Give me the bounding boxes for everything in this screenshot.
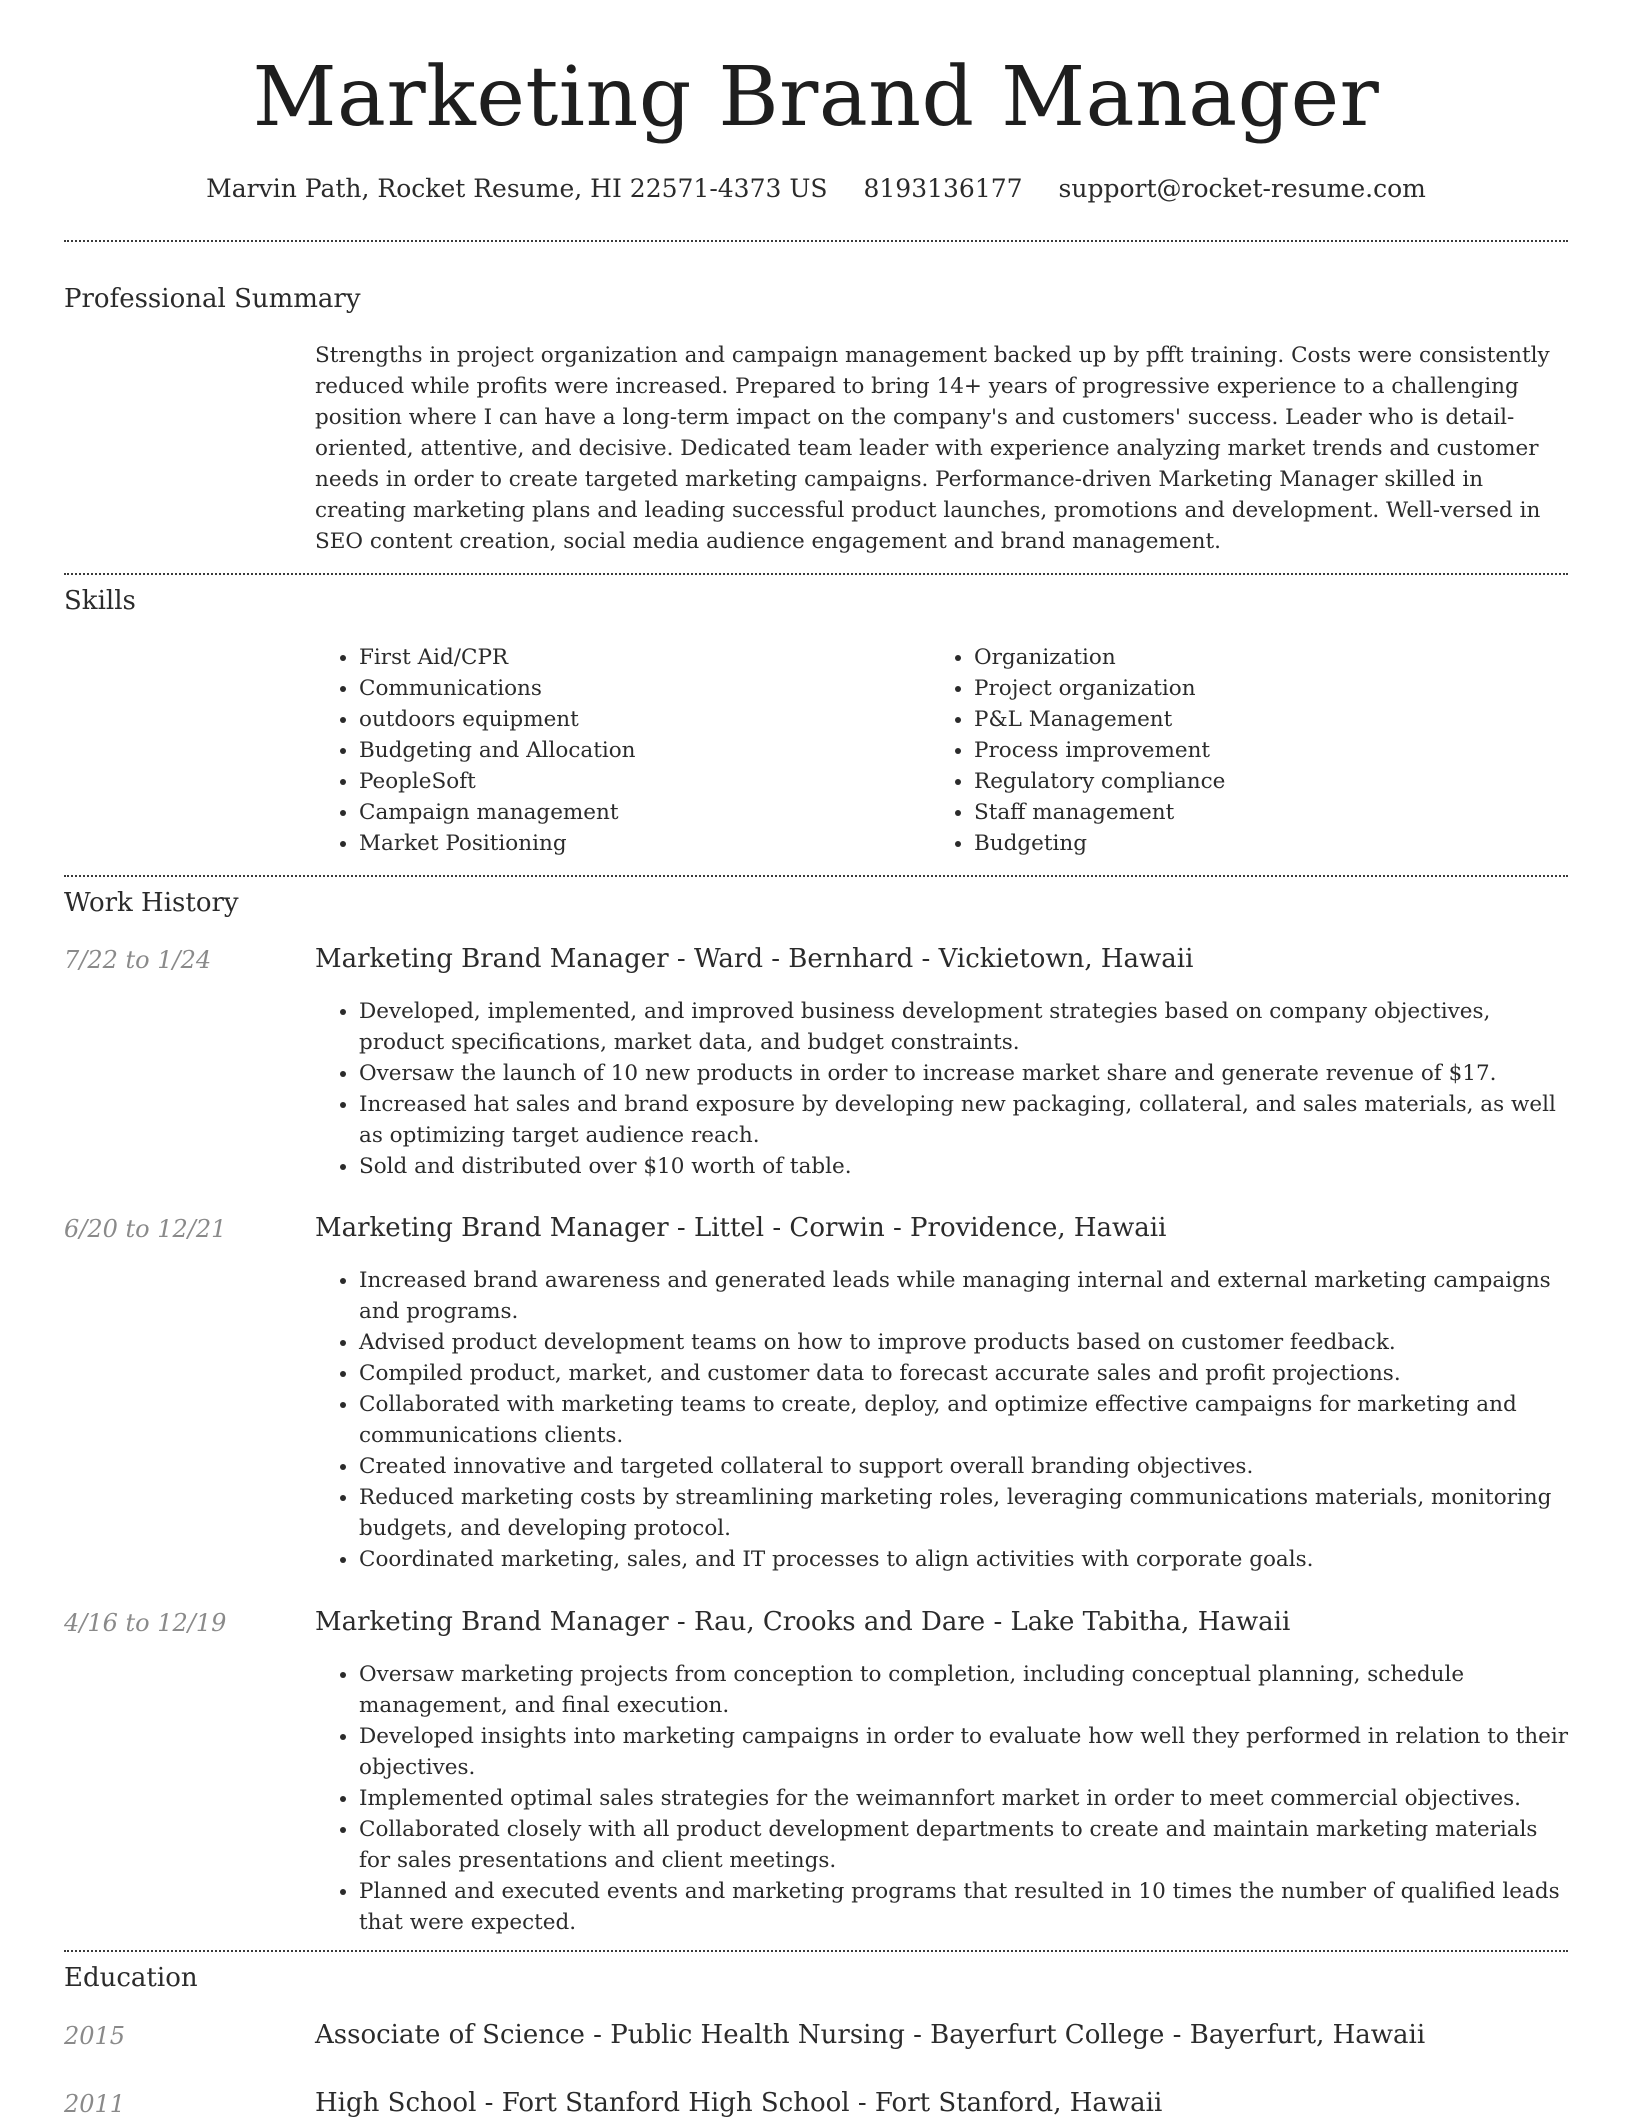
- skill-item: • outdoors equipment: [359, 704, 915, 735]
- skills-column-left: [315, 642, 915, 859]
- skill-item: • Market Positioning: [359, 828, 915, 859]
- job-bullet: • Advised product development teams on how to improve products based on customer feedback.: [359, 1327, 1568, 1358]
- skill-item: • Budgeting: [974, 828, 1530, 859]
- job-dates: 6/20 to 12/21: [64, 1215, 227, 1243]
- education-year: 2011: [64, 2090, 126, 2118]
- job-bullet: • Oversaw marketing projects from conception to completion, including conceptual planning, schedule management, and final execution.: [359, 1659, 1568, 1721]
- skill-item: • PeopleSoft: [359, 766, 915, 797]
- resume-title: Marketing Brand Manager: [252, 50, 1380, 145]
- job-title: Marketing Brand Manager - Ward - Bernhard - Vickietown, Hawaii: [315, 944, 1194, 974]
- skill-item: • Communications: [359, 673, 915, 704]
- skill-item: • Project organization: [974, 673, 1530, 704]
- section-divider: [64, 1950, 1568, 1952]
- job-bullet: • Planned and executed events and marketing programs that resulted in 10 times the number of qualified leads that were expected.: [359, 1876, 1568, 1938]
- job-bullet: • Reduced marketing costs by streamlining marketing roles, leveraging communications materials, monitoring budgets, and developing protocol.: [359, 1482, 1568, 1544]
- section-divider: [64, 240, 1568, 242]
- work-heading: Work History: [64, 888, 239, 918]
- job-title: Marketing Brand Manager - Rau, Crooks and Dare - Lake Tabitha, Hawaii: [315, 1607, 1291, 1637]
- contact-email: support@rocket-resume.com: [1058, 174, 1426, 203]
- skills-column-right: [930, 642, 1530, 859]
- skill-item: • First Aid/CPR: [359, 642, 915, 673]
- skills-heading: Skills: [64, 586, 136, 616]
- skill-item: • Regulatory compliance: [974, 766, 1530, 797]
- section-divider: [64, 573, 1568, 575]
- skill-item: • Organization: [974, 642, 1530, 673]
- education-year: 2015: [64, 2022, 126, 2050]
- job-title: Marketing Brand Manager - Littel - Corwin - Providence, Hawaii: [315, 1213, 1167, 1243]
- job-dates: 4/16 to 12/19: [64, 1609, 227, 1637]
- skill-item: • Budgeting and Allocation: [359, 735, 915, 766]
- job-bullets: [315, 1659, 1568, 1938]
- job-bullets: [315, 996, 1568, 1182]
- skill-item: • P&L Management: [974, 704, 1530, 735]
- job-bullet: • Collaborated with marketing teams to create, deploy, and optimize effective campaigns for marketing and communications clients.: [359, 1389, 1568, 1451]
- contact-phone: 8193136177: [863, 174, 1023, 203]
- skill-item: • Process improvement: [974, 735, 1530, 766]
- skill-item: • Staff management: [974, 797, 1530, 828]
- education-title: High School - Fort Stanford High School - Fort Stanford, Hawaii: [315, 2088, 1163, 2118]
- job-bullet: • Sold and distributed over $10 worth of table.: [359, 1151, 1568, 1182]
- job-bullet: • Collaborated closely with all product development departments to create and maintain marketing materials for sales presentations and client meetings.: [359, 1814, 1568, 1876]
- job-bullet: • Oversaw the launch of 10 new products in order to increase market share and generate revenue of $17.: [359, 1058, 1568, 1089]
- summary-text: Strengths in project organization and campaign management backed up by pfft training. Costs were consistently reduced while profits were increased. Prepared to bring 14+ years of progressive experience to a challenging position where I can have a long-term impact on the company's and customers' success. Leader who is detail-oriented, attentive, and decisive. Dedicated team leader with experience analyzing market trends and customer needs in order to create targeted marketing campaigns. Performance-driven Marketing Manager skilled in creating marketing plans and leading successful product launches, promotions and development. Well-versed in SEO content creation, social media audience engagement and brand management.: [315, 343, 1550, 554]
- job-bullet: • Created innovative and targeted collateral to support overall branding objectives.: [359, 1451, 1568, 1482]
- job-bullet: • Implemented optimal sales strategies for the weimannfort market in order to meet commercial objectives.: [359, 1783, 1568, 1814]
- job-bullet: • Coordinated marketing, sales, and IT processes to align activities with corporate goals.: [359, 1544, 1568, 1575]
- job-bullet: • Compiled product, market, and customer data to forecast accurate sales and profit projections.: [359, 1358, 1568, 1389]
- skill-item: • Campaign management: [359, 797, 915, 828]
- job-bullet: • Increased brand awareness and generated leads while managing internal and external marketing campaigns and programs.: [359, 1265, 1568, 1327]
- education-title: Associate of Science - Public Health Nursing - Bayerfurt College - Bayerfurt, Hawaii: [315, 2020, 1426, 2050]
- job-dates: 7/22 to 1/24: [64, 946, 212, 974]
- contact-line: [0, 174, 1632, 203]
- summary-heading: Professional Summary: [64, 284, 361, 314]
- resume-header: [0, 0, 1632, 203]
- job-bullet: • Developed, implemented, and improved business development strategies based on company objectives, product specifications, market data, and budget constraints.: [359, 996, 1568, 1058]
- education-heading: Education: [64, 1963, 198, 1993]
- section-divider: [64, 875, 1568, 877]
- job-bullet: • Increased hat sales and brand exposure by developing new packaging, collateral, and sales materials, as well as optimizing target audience reach.: [359, 1089, 1568, 1151]
- job-bullet: • Developed insights into marketing campaigns in order to evaluate how well they performed in relation to their objectives.: [359, 1721, 1568, 1783]
- job-bullets: [315, 1265, 1568, 1575]
- contact-address: Marvin Path, Rocket Resume, HI 22571-4373 US: [206, 174, 828, 203]
